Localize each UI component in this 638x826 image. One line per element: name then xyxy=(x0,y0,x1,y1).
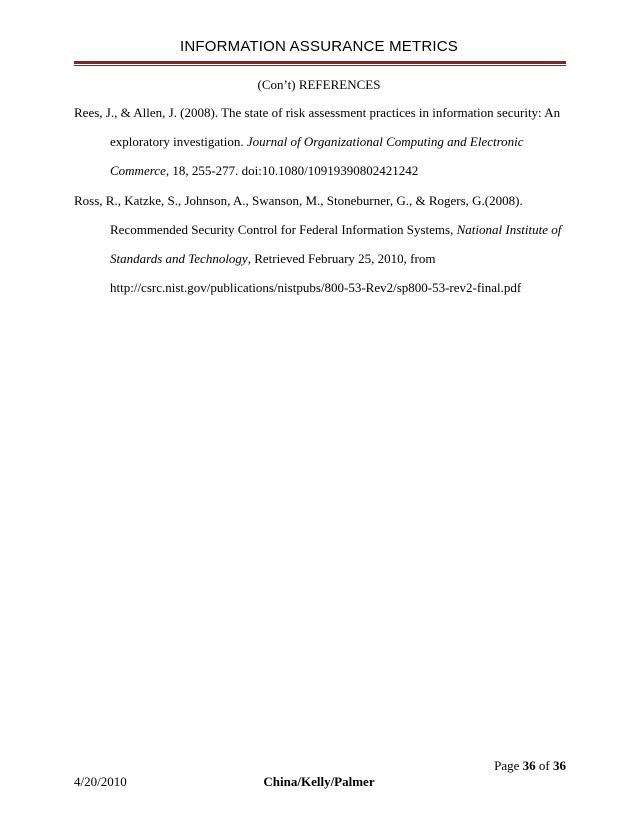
reference-line xyxy=(74,156,566,185)
header-rule-thick xyxy=(74,61,566,64)
footer-date: 4/20/2010 xyxy=(74,774,127,789)
reference-journal-title: Commerce xyxy=(110,163,166,178)
reference-publisher: Standards and Technology xyxy=(110,251,248,266)
reference-line: Ross, R., Katzke, S., Johnson, A., Swanson, M., Stoneburner, G., & Rogers, G.(2008). xyxy=(74,193,523,208)
reference-url: http://csrc.nist.gov/publications/nistpubs/800-53-Rev2/sp800-53-rev2-final.pdf xyxy=(110,280,522,295)
reference-text: Recommended Security Control for Federal Information Systems, xyxy=(110,222,457,237)
reference-line xyxy=(74,244,566,273)
reference-entry xyxy=(74,98,566,185)
page-number-prefix: Page xyxy=(494,758,523,773)
section-heading: (Con’t) REFERENCES xyxy=(257,77,381,92)
reference-text: , 18, 255-277. doi:10.1080/10919390802421242 xyxy=(165,163,419,178)
reference-line: Rees, J., & Allen, J. (2008). The state of risk assessment practices in information security: An xyxy=(74,105,561,120)
reference-line xyxy=(74,127,566,156)
reference-text: exploratory investigation. xyxy=(110,134,247,149)
page-number-total: 36 xyxy=(553,758,566,773)
header-rule-thin xyxy=(74,65,566,66)
footer-authors: China/Kelly/Palmer xyxy=(263,774,375,789)
reference-text: , Retrieved February 25, 2010, from xyxy=(247,251,436,266)
reference-journal-title: Journal of Organizational Computing and Electronic xyxy=(246,134,524,149)
reference-line xyxy=(74,215,566,244)
reference-entry xyxy=(74,186,566,302)
page-number-of: of xyxy=(535,758,553,773)
page-header-title: INFORMATION ASSURANCE METRICS xyxy=(179,38,459,55)
page-number-current: 36 xyxy=(522,758,536,773)
reference-publisher: National Institute of xyxy=(456,222,562,237)
